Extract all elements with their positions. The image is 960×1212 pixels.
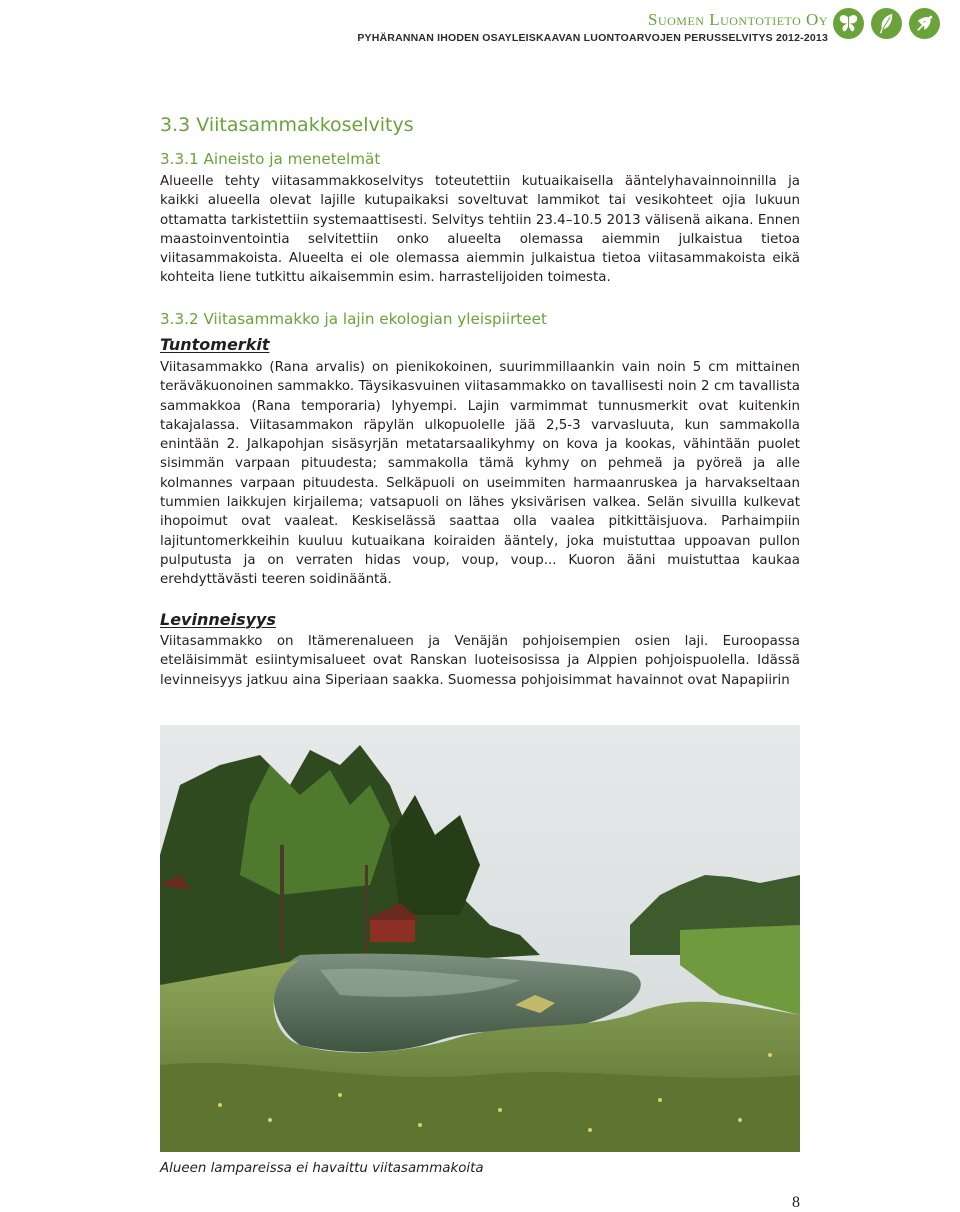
photo-caption: Alueen lampareissa ei havaittu viitasammakoita bbox=[160, 1161, 484, 1176]
pond-landscape-photo bbox=[160, 725, 800, 1152]
heading-levinneisyys: Levinneisyys bbox=[160, 610, 276, 629]
materials-paragraph: Alueelle tehty viitasammakkoselvitys toteutettiin kutuaikaisella ääntelyhavainnoinnilla ja kaikki alueella olevat lajille kutupaikaksi soveltuvat lammikot tai vesikohteet ojia lukuun ottamatta tarkistettiin systemaattisesti. Selvitys tehtiin 23.4–10.5 2013 välisenä aikana. Ennen maastoinventointia selvitettiin onko alueelta olemassa aiemmin julkaistua tietoa viitasammakoista. Alueelta ei ole olemassa aiemmin julkaistua tietoa viitasammakoista eikä kohteita liene tutkittu aikaisemmin esim. harrastelijoiden toimesta. bbox=[160, 174, 800, 286]
heading-tuntomerkit: Tuntomerkit bbox=[160, 335, 270, 354]
dragonfly-icon bbox=[909, 8, 940, 39]
feather-icon bbox=[871, 8, 902, 39]
butterfly-icon bbox=[833, 8, 864, 39]
subsection-title-materials: 3.3.1 Aineisto ja menetelmät bbox=[160, 150, 381, 168]
page-number: 8 bbox=[792, 1194, 800, 1211]
tuntomerkit-paragraph: Viitasammakko (Rana arvalis) on pienikokoinen, suurimmillaankin vain noin 5 cm mittainen teräväkuonoinen sammakko. Täysikasvuinen viitasammakko on tavallisesti noin 2 cm tavallista sammakkoa (Rana temporaria) lyhyempi. Lajin varmimmat tunnusmerkit ovat kuitenkin takajalassa. Viitasammakon räpylän ulkopuolelle jää 2,5-3 varvasluuta, kun sammakolla enintään 2. Jalkapohjan sisäsyrjän metatarsaalikyhmy on kova ja kookas, vähintään puolet sisimmän varpaan pituudesta; sammakolla tämä kyhmy on pehmeä ja pyöreä ja alle kolmannes varpaan pituudesta. Selkäpuoli on useimmiten harmaanruskea ja harvakseltaan tummien laikkujen kirjailema; vatsapuoli on lähes yksivärisen valkea. Selän sivuilla kulkevat ihopoimut ovat vaaleat. Keskiselässä saattaa olla vaalea pitkittäisjuova. Parhaimpiin lajituntomerkkeihin kuuluu kutuaikana koiraiden ääntely, joka muistuttaa uppoavan pullon pulputusta ja on verraten hidas voup, voup, voup... Kuoron ääni muistuttaa kaukaa erehdyttävästi teeren soidinääntä. bbox=[160, 360, 800, 588]
report-subtitle: PYHÄRANNAN IHODEN OSAYLEISKAAVAN LUONTOARVOJEN PERUSSELVITYS 2012-2013 bbox=[357, 32, 828, 44]
levinneisyys-paragraph: Viitasammakko on Itämerenalueen ja Venäjän pohjoisempien osien laji. Euroopassa eteläisimmät esiintymisalueet ovat Ranskan luoteisosissa ja Alppien pohjoispuolella. Idässä levinneisyys jatkuu aina Siperiaan saakka. Suomessa pohjoisimmat havainnot ovat Napapiirin bbox=[160, 634, 800, 688]
subsection-title-ecology: 3.3.2 Viitasammakko ja lajin ekologian yleispiirteet bbox=[160, 310, 547, 328]
logo-group bbox=[833, 8, 940, 39]
section-title: 3.3 Viitasammakkoselvitys bbox=[160, 114, 414, 136]
brand-name: Suomen Luontotieto Oy bbox=[648, 10, 828, 29]
